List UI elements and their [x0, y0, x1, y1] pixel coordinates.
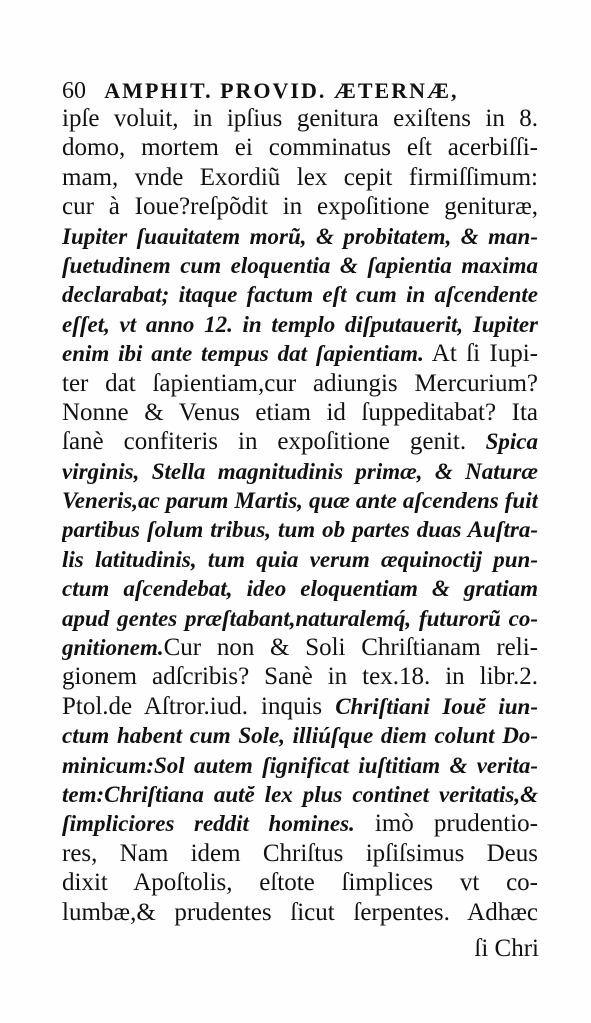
text-line — [62, 486, 538, 515]
text-line — [62, 633, 538, 662]
italic-run: ſimpliciores reddit homines. — [62, 811, 355, 837]
roman-run: Cur non & Soli Chriſtianam reli- — [163, 634, 538, 662]
text-line — [62, 574, 538, 603]
text-line — [62, 427, 538, 456]
text-line — [62, 839, 538, 868]
roman-run: dixit Apoſtolis, eſtote ſimplices vt co- — [62, 869, 538, 897]
roman-run: At ſi Iupi- — [423, 340, 538, 368]
body-text — [62, 104, 538, 927]
text-line — [62, 721, 538, 750]
text-line — [62, 104, 538, 133]
text-line — [62, 692, 538, 721]
italic-run: lis latitudinis, tum quia verum æquinoctij pun- — [62, 546, 538, 572]
italic-run: Chriſtiani Iouĕ iun- — [335, 693, 538, 719]
italic-run: ctum aſcendebat, ideo eloquentiam & gratiam — [62, 576, 538, 602]
text-line — [62, 222, 538, 251]
italic-run: ſuetudinem cum eloquentia & ſapientia maxima — [62, 252, 538, 278]
roman-run: imò prudentio- — [354, 810, 538, 838]
italic-run: tem:Chriſtiana autĕ lex plus continet veritatis,& — [62, 781, 538, 807]
text-line — [62, 515, 538, 544]
running-header — [62, 78, 532, 104]
italic-run: Veneris,ac parum Martis, quæ ante aſcendens fuit — [62, 488, 538, 514]
roman-run: gionem adſcribis? Sanè in tex.18. in libr.2. — [62, 663, 538, 691]
text-line — [62, 192, 538, 221]
italic-run: Spica — [466, 429, 538, 455]
italic-run: Iupiter ſuauitatem morũ, & probitatem, & man- — [62, 223, 538, 249]
text-line — [62, 310, 538, 339]
italic-run: minicum:Sol autem ſignificat iuſtitiam & verita- — [62, 752, 538, 778]
text-line — [62, 280, 538, 309]
text-line — [62, 133, 538, 162]
text-line — [62, 369, 538, 398]
text-line — [62, 898, 538, 927]
text-line — [62, 545, 538, 574]
text-line — [62, 457, 538, 486]
roman-run: mam, vnde Exordiũ lex cepit firmiſſimum: — [62, 163, 538, 191]
italic-run: enim ibi ante tempus dat ſapientiam. — [62, 341, 424, 367]
roman-run: Nonne & Venus etiam id ſuppeditabat? Ita — [62, 398, 538, 426]
italic-run: gnitionem. — [62, 635, 164, 661]
italic-run: apud gentes præſtabant,naturalemq́, futurorũ co- — [62, 605, 538, 631]
italic-run: eſſet, vt anno 12. in templo diſputauerit, Iupiter — [62, 311, 538, 337]
roman-run: lumbæ,& prudentes ſicut ſerpentes. Adhæc — [62, 898, 538, 926]
roman-run: ſanè confiteris in expoſitione genit. — [62, 428, 467, 456]
text-line — [62, 251, 538, 280]
italic-run: ctum habent cum Sole, illiúſque diem colunt Do- — [62, 723, 538, 749]
page-number: 60 — [62, 78, 86, 104]
roman-run: domo, mortem ei comminatus eſt acerbiſſi- — [62, 134, 538, 162]
italic-run: virginis, Stella magnitudinis primæ, & Naturæ — [62, 458, 538, 484]
text-line — [62, 604, 538, 633]
italic-run: declarabat; itaque factum eſt cum in aſcendente — [62, 282, 538, 308]
running-title: AMPHIT. PROVID. ÆTERNÆ, — [104, 78, 459, 103]
text-line — [62, 163, 538, 192]
text-line — [62, 809, 538, 838]
roman-run: Ptol.de Aſtror.iud. inquis — [62, 692, 336, 720]
text-line — [62, 662, 538, 691]
text-line — [62, 751, 538, 780]
roman-run: res, Nam idem Chriſtus ipſiſsimus Deus — [62, 839, 538, 867]
text-line — [62, 780, 538, 809]
text-line — [62, 339, 538, 368]
text-line — [62, 398, 538, 427]
italic-run: partibus ſolum tribus, tum ob partes duas Auſtra- — [62, 517, 538, 543]
roman-run: cur à Ioue?reſpõdit in expoſitione genituræ, — [62, 193, 538, 221]
text-line — [62, 868, 538, 897]
catchword: ſi Chri — [474, 935, 539, 962]
roman-run: ter dat ſapientiam,cur adiungis Mercurium? — [62, 369, 538, 397]
roman-run: ipſe voluit, in ipſius genitura exiſtens in 8. — [62, 105, 538, 132]
